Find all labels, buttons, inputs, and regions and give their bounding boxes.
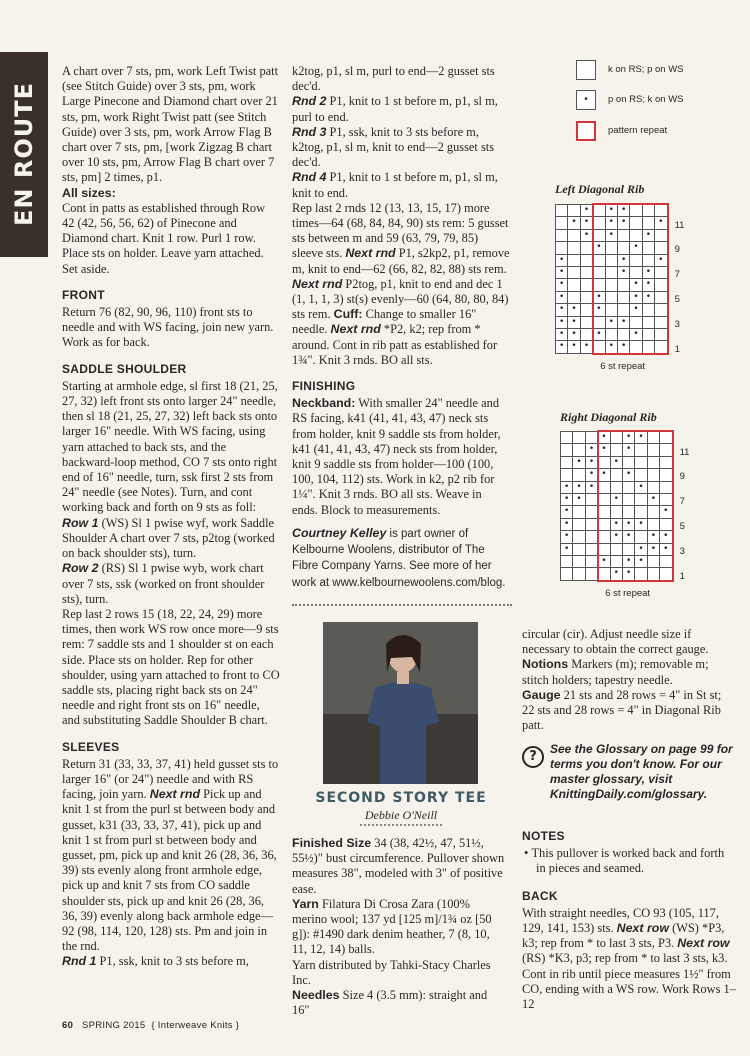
knit-cell bbox=[573, 531, 585, 543]
purl-cell: • bbox=[561, 519, 573, 531]
pattern-repeat-box bbox=[597, 430, 673, 582]
purl-cell: • bbox=[611, 457, 623, 469]
text: Return 31 (33, 33, 37, 41) held gusset sts to larger 16" (or 24") needle and with RS facing, join yarn. bbox=[62, 756, 279, 802]
paragraph: A chart over 7 sts, pm, work Left Twist patt (see Stitch Guide) over 3 sts, pm, work Large Pinecone and Diamond chart over 21 sts, pm, work Right Twist patt (see Stitch Guide) over 3 sts, pm, work Arrow Flag B chart over 7 sts, pm, [work Zigzag B chart over 10 sts, pm, Arrow Flag B chart over 7 sts, pm] 2 times, p1. bbox=[62, 64, 279, 185]
back-heading: BACK bbox=[522, 888, 558, 903]
purl-cell: • bbox=[561, 482, 573, 494]
purl-cell: • bbox=[630, 279, 642, 291]
rnd-label: Next rnd bbox=[149, 787, 201, 802]
purl-cell: • bbox=[606, 341, 618, 353]
designer-name: Courtney Kelley bbox=[292, 525, 387, 540]
text: Size 4 (3.5 mm): straight and 16" bbox=[292, 988, 488, 1018]
text: (WS) *P3, k3; rep from * to last 3 sts, P3. bbox=[522, 921, 725, 951]
purl-cell: • bbox=[573, 457, 585, 469]
paragraph bbox=[292, 170, 510, 200]
purl-cell: • bbox=[648, 494, 660, 506]
chart-title: Left Diagonal Rib bbox=[555, 182, 645, 196]
text: Rep last 2 rnds 12 (13, 13, 15, 17) more times—64 (68, 84, 84, 90) sts rem: 5 gusset sts between m and 59 (63, 79, 79, 85) sleeve sts. bbox=[292, 200, 509, 261]
purl-cell: • bbox=[648, 544, 660, 556]
paragraph bbox=[62, 516, 280, 562]
paragraph bbox=[292, 201, 510, 368]
purl-cell: • bbox=[556, 255, 568, 267]
purl-cell: • bbox=[593, 304, 605, 316]
purl-cell: • bbox=[606, 230, 618, 242]
purl-cell: • bbox=[643, 279, 655, 291]
purl-cell: • bbox=[635, 482, 647, 494]
en-route-tab bbox=[0, 52, 48, 257]
purl-cell: • bbox=[561, 494, 573, 506]
purl-cell: • bbox=[606, 205, 618, 217]
purl-cell: • bbox=[561, 531, 573, 543]
section-label: EN ROUTE bbox=[10, 82, 38, 226]
rnd-label: Next rnd bbox=[330, 322, 381, 337]
notes-section bbox=[522, 818, 736, 1012]
text: Pick up and knit 1 st from the purl st between body and gusset, k31 (33, 33, 37, 41), pick up and knit 1 st from purl st between body and gusset, pm, pick up and knit 26 (28, 36, 36, 39) sts evenly along front armhole edge, pick up and knit 7 sts from CO saddle shoulder sts, pick up and knit 26 (28, 36, 36, 39) evenly along back armhole edge—92 (98, 114, 120, 128) sts. Pm and join in the rnd. bbox=[62, 787, 277, 954]
row-number: 7 bbox=[674, 269, 680, 281]
purl-cell: • bbox=[556, 279, 568, 291]
purl-cell: • bbox=[618, 317, 630, 329]
row-text: (RS) Sl 1 pwise wyb, work chart over 7 sts, ssk (worked on front shoulder sts), turn. bbox=[62, 561, 265, 606]
knit-cell bbox=[573, 556, 585, 568]
knit-cell bbox=[561, 556, 573, 568]
purl-cell: • bbox=[556, 329, 568, 341]
notes-item bbox=[522, 846, 736, 876]
author-rule bbox=[360, 824, 442, 826]
pattern-specs bbox=[292, 836, 506, 1018]
paragraph: Rep last 2 rows 15 (18, 22, 24, 29) more times, then work WS row once more—9 sts rem: 7 saddle sts and 1 shoulder st on each side. Place sts on holder. Rep for other shoulder, using yarn attached to front to CO saddle sts, placing right back sts on 24" needle and right front sts on 16" needle, and substituting Saddle Shoulder B chart. bbox=[62, 606, 280, 728]
knit-cell bbox=[573, 432, 585, 444]
rnd-label: Rnd 3 bbox=[292, 124, 327, 139]
knit-cell bbox=[573, 469, 585, 481]
cuff-label: Cuff: bbox=[333, 307, 363, 322]
purl-cell: • bbox=[618, 205, 630, 217]
row-number: 9 bbox=[679, 471, 685, 483]
paragraph bbox=[522, 906, 736, 1012]
chart-caption: 6 st repeat bbox=[600, 360, 646, 372]
knit-cell bbox=[573, 444, 585, 456]
row-number: 7 bbox=[679, 496, 685, 508]
neckband-label: Neckband: bbox=[292, 396, 356, 411]
rnd-label: Rnd 2 bbox=[292, 94, 327, 109]
rnd-label: Next rnd bbox=[345, 246, 396, 261]
legend-label: k on RS; p on WS bbox=[608, 64, 684, 75]
knit-cell bbox=[561, 457, 573, 469]
paragraph: circular (cir). Adjust needle size if necessary to obtain the correct gauge. bbox=[522, 627, 709, 657]
purl-cell: • bbox=[573, 494, 585, 506]
purl-cell: • bbox=[581, 341, 593, 353]
purl-cell: • bbox=[643, 230, 655, 242]
text: 21 sts and 28 rows = 4" in St st; 22 sts and 28 rows = 4" in Diagonal Rib patt. bbox=[522, 687, 722, 733]
paragraph: Starting at armhole edge, sl first 18 (21, 25, 27, 32) left front sts onto larger 24" needle, then sl 18 (21, 25, 27, 32) left back sts onto larger 16" needle. With WS facing, using yarn attached to back sts, and the backward-loop method, CO 7 sts onto right end of 16" needle, turn, ssk first 2 sts from 24" needle (see Notes). Turn, and cont working back and forth on 9 sts as foll: bbox=[62, 378, 278, 515]
purl-cell: • bbox=[630, 304, 642, 316]
knit-cell bbox=[573, 506, 585, 518]
spec-label: Gauge bbox=[522, 687, 561, 702]
knit-cell bbox=[568, 230, 580, 242]
issue: SPRING 2015 bbox=[82, 1020, 146, 1031]
paragraph bbox=[62, 561, 280, 607]
spec-label: Notions bbox=[522, 657, 569, 672]
front-heading: FRONT bbox=[62, 287, 105, 302]
purl-dot-icon: • bbox=[576, 90, 596, 110]
text: P1, ssk, knit to 3 sts before m, bbox=[96, 954, 249, 969]
purl-cell: • bbox=[586, 457, 598, 469]
spec-label: Needles bbox=[292, 988, 340, 1003]
text: 34 (38, 42½, 47, 51½, 55½)" bust circumference. Pullover shown measures 38", modeled with 3" of positive ease. bbox=[292, 836, 505, 896]
column-3 bbox=[522, 627, 736, 733]
purl-cell: • bbox=[630, 292, 642, 304]
row-number: 11 bbox=[674, 219, 685, 231]
paragraph bbox=[292, 94, 510, 124]
purl-cell: • bbox=[586, 444, 598, 456]
purl-cell: • bbox=[556, 304, 568, 316]
text: P2tog, p1, knit to end and dec 1 (1, 1, 1, 3) st(s) evenly—60 (64, 80, 80, 84) sts rem. bbox=[292, 276, 509, 322]
knit-cell bbox=[573, 519, 585, 531]
purl-cell: • bbox=[581, 217, 593, 229]
paragraph bbox=[522, 688, 736, 734]
purl-cell: • bbox=[611, 531, 623, 543]
model-illustration bbox=[323, 622, 478, 784]
knit-symbol-icon bbox=[576, 60, 596, 80]
paragraph bbox=[292, 897, 506, 958]
purl-cell: • bbox=[568, 304, 580, 316]
row-number: 5 bbox=[674, 293, 680, 305]
left-diagonal-rib-chart bbox=[555, 204, 695, 384]
purl-cell: • bbox=[660, 531, 672, 543]
purl-cell: • bbox=[643, 267, 655, 279]
knit-cell bbox=[561, 469, 573, 481]
knit-cell bbox=[556, 217, 568, 229]
paragraph: Return 76 (82, 90, 96, 110) front sts to needle and with WS facing, join new yarn. Work as for back. bbox=[62, 305, 274, 350]
knit-cell bbox=[568, 279, 580, 291]
purl-cell: • bbox=[561, 544, 573, 556]
purl-cell: • bbox=[623, 432, 635, 444]
purl-cell: • bbox=[581, 205, 593, 217]
paragraph bbox=[292, 396, 510, 518]
purl-cell: • bbox=[623, 469, 635, 481]
rnd-label: Rnd 4 bbox=[292, 170, 327, 185]
text: *P2, k2; rep from * around. Cont in rib patt as established for 1¾". Knit 3 rnds. BO all sts. bbox=[292, 322, 498, 367]
purl-cell: • bbox=[623, 444, 635, 456]
all-sizes-heading: All sizes: bbox=[62, 185, 116, 200]
notes-heading: NOTES bbox=[522, 829, 565, 843]
purl-cell: • bbox=[556, 267, 568, 279]
knit-cell bbox=[568, 255, 580, 267]
paragraph bbox=[292, 836, 506, 897]
legend-label: pattern repeat bbox=[608, 125, 668, 136]
purl-cell: • bbox=[598, 556, 610, 568]
paragraph: k2tog, p1, sl m, purl to end—2 gusset sts dec'd. bbox=[292, 64, 495, 94]
text: With straight needles, CO 93 (105, 117, 129, 141, 153) sts. bbox=[522, 905, 719, 936]
knit-cell bbox=[561, 432, 573, 444]
purl-cell: • bbox=[611, 519, 623, 531]
knit-cell bbox=[568, 205, 580, 217]
spec-label: Yarn bbox=[292, 896, 319, 911]
knit-cell bbox=[561, 568, 573, 580]
text: Markers (m); removable m; stitch holders; tapestry needle. bbox=[522, 657, 709, 687]
paragraph: Yarn distributed by Tahki-Stacy Charles Inc. bbox=[292, 957, 491, 987]
row-number: 11 bbox=[679, 446, 690, 458]
right-diagonal-rib-chart bbox=[560, 431, 700, 611]
glossary-text: See the Glossary on page 99 for terms you don't know. For our master glossary, visit KnittingDaily.com/glossary. bbox=[550, 742, 733, 801]
bullet-icon: • bbox=[524, 846, 532, 861]
paragraph: Cont in patts as established through Row 42 (42, 56, 56, 62) of Pinecone and Diamond chart. Knit 1 row. Purl 1 row. Place sts on holder. Leave yarn attached. Set aside. bbox=[62, 200, 266, 276]
rnd-label: Rnd 1 bbox=[62, 954, 97, 969]
purl-cell: • bbox=[586, 469, 598, 481]
purl-cell: • bbox=[556, 292, 568, 304]
purl-cell: • bbox=[581, 230, 593, 242]
purl-cell: • bbox=[568, 329, 580, 341]
model-photo bbox=[323, 622, 478, 784]
purl-cell: • bbox=[655, 255, 667, 267]
purl-cell: • bbox=[655, 217, 667, 229]
text: Filatura Di Crosa Zara (100% merino wool; 137 yd [125 m]/1¾ oz [50 g]): #1490 dark denim heather, 7 (8, 10, 11, 12, 14) balls. bbox=[292, 896, 492, 957]
purl-cell: • bbox=[568, 317, 580, 329]
purl-cell: • bbox=[593, 242, 605, 254]
purl-cell: • bbox=[623, 519, 635, 531]
purl-cell: • bbox=[660, 544, 672, 556]
purl-cell: • bbox=[573, 482, 585, 494]
paragraph bbox=[522, 657, 736, 687]
row-number: 3 bbox=[674, 318, 680, 330]
purl-cell: • bbox=[598, 469, 610, 481]
chart-caption: 6 st repeat bbox=[605, 587, 651, 599]
purl-cell: • bbox=[611, 568, 623, 580]
legend-label: p on RS; k on WS bbox=[608, 94, 684, 105]
row-number: 3 bbox=[679, 545, 685, 557]
row-number: 1 bbox=[679, 570, 685, 582]
knit-cell bbox=[556, 242, 568, 254]
purl-cell: • bbox=[586, 482, 598, 494]
row-number: 5 bbox=[679, 520, 685, 532]
text: This pullover is worked back and forth in pieces and seamed. bbox=[531, 846, 725, 876]
purl-cell: • bbox=[643, 292, 655, 304]
row-label: Row 2 bbox=[62, 561, 99, 576]
column-2 bbox=[292, 64, 510, 591]
magazine: { Interweave Knits } bbox=[151, 1020, 240, 1031]
knit-cell bbox=[573, 568, 585, 580]
purl-cell: • bbox=[623, 531, 635, 543]
sleeves-heading: SLEEVES bbox=[62, 739, 120, 754]
purl-cell: • bbox=[635, 432, 647, 444]
row-number: 1 bbox=[674, 343, 680, 355]
row-label: Row 1 bbox=[62, 515, 99, 530]
text: P1, s2kp2, p1, remove m, knit to end—62 (66, 82, 82, 88) sts rem. bbox=[292, 246, 510, 276]
knit-cell bbox=[556, 230, 568, 242]
paragraph bbox=[62, 954, 280, 969]
saddle-heading: SADDLE SHOULDER bbox=[62, 361, 187, 376]
purl-cell: • bbox=[593, 329, 605, 341]
purl-cell: • bbox=[556, 317, 568, 329]
repeat-box-icon bbox=[576, 121, 596, 141]
knit-cell bbox=[568, 292, 580, 304]
purl-cell: • bbox=[556, 341, 568, 353]
purl-cell: • bbox=[568, 341, 580, 353]
row-text: (WS) Sl 1 pwise wyf, work Saddle Shoulder A chart over 7 sts, p2tog (worked on back shoulder sts), turn. bbox=[62, 515, 275, 561]
purl-cell: • bbox=[606, 217, 618, 229]
divider bbox=[292, 604, 512, 606]
knit-cell bbox=[556, 205, 568, 217]
purl-cell: • bbox=[635, 556, 647, 568]
rnd-label: Next rnd bbox=[292, 276, 343, 291]
page-footer bbox=[62, 1020, 239, 1031]
row-label: Next row bbox=[616, 921, 669, 936]
designer-bio bbox=[292, 526, 510, 591]
purl-cell: • bbox=[660, 506, 672, 518]
page-number: 60 bbox=[62, 1020, 74, 1031]
purl-cell: • bbox=[630, 329, 642, 341]
row-number: 9 bbox=[674, 244, 680, 256]
knit-cell bbox=[561, 444, 573, 456]
knit-cell bbox=[573, 544, 585, 556]
text: Change to smaller 16" needle. bbox=[292, 307, 477, 337]
finishing-heading: FINISHING bbox=[292, 379, 356, 394]
paragraph bbox=[292, 988, 506, 1018]
purl-cell: • bbox=[635, 519, 647, 531]
purl-cell: • bbox=[593, 292, 605, 304]
purl-cell: • bbox=[618, 255, 630, 267]
purl-cell: • bbox=[635, 544, 647, 556]
paragraph bbox=[292, 125, 510, 171]
purl-cell: • bbox=[618, 267, 630, 279]
paragraph bbox=[62, 757, 280, 955]
purl-cell: • bbox=[618, 341, 630, 353]
pattern-title: SECOND STORY TEE bbox=[315, 790, 487, 806]
purl-cell: • bbox=[648, 531, 660, 543]
purl-cell: • bbox=[561, 506, 573, 518]
pattern-repeat-box bbox=[592, 203, 668, 355]
knit-cell bbox=[568, 242, 580, 254]
text: P1, ssk, knit to 3 sts before m, k2tog, p1, sl m, knit to end—2 gusset sts dec'd. bbox=[292, 124, 495, 170]
purl-cell: • bbox=[623, 568, 635, 580]
pattern-author: Debbie O'Neill bbox=[364, 808, 438, 822]
purl-cell: • bbox=[606, 317, 618, 329]
text: With smaller 24" needle and RS facing, k41 (41, 41, 43, 47) neck sts from holder, knit 9 saddle sts from holder, k41 (41, 41, 43, 47) neck sts from holder, knit 9 saddle sts from holder—100 (100, 100, 104, 112) sts. Work in k2, p2 rib for 1¼". Knit 3 rnds. BO all sts. Weave in ends. Block to measurements. bbox=[292, 396, 501, 517]
purl-cell: • bbox=[568, 217, 580, 229]
purl-cell: • bbox=[623, 556, 635, 568]
chart-title: Right Diagonal Rib bbox=[560, 410, 657, 424]
bio-text: is part owner of Kelbourne Woolens, distributor of The Fibre Company Yarns. See more of her work at www.kelbournewoolens.com/blog. bbox=[292, 527, 506, 589]
purl-cell: • bbox=[630, 242, 642, 254]
purl-cell: • bbox=[611, 494, 623, 506]
purl-cell: • bbox=[598, 444, 610, 456]
knit-cell bbox=[568, 267, 580, 279]
purl-cell: • bbox=[598, 432, 610, 444]
column-1 bbox=[62, 64, 280, 970]
text: (RS) *K3, p3; rep from * to last 3 sts, k3. Cont in rib until piece measures 1½" from CO, ending with a WS row. Work Rows 1–12 bbox=[522, 951, 736, 1012]
text: P1, knit to 1 st before m, p1, sl m, knit to end. bbox=[292, 170, 498, 200]
text: P1, knit to 1 st before m, p1, sl m, purl to end. bbox=[292, 94, 498, 124]
purl-cell: • bbox=[618, 217, 630, 229]
spec-label: Finished Size bbox=[292, 836, 372, 850]
row-label: Next row bbox=[677, 936, 730, 951]
question-icon: ? bbox=[522, 746, 544, 768]
